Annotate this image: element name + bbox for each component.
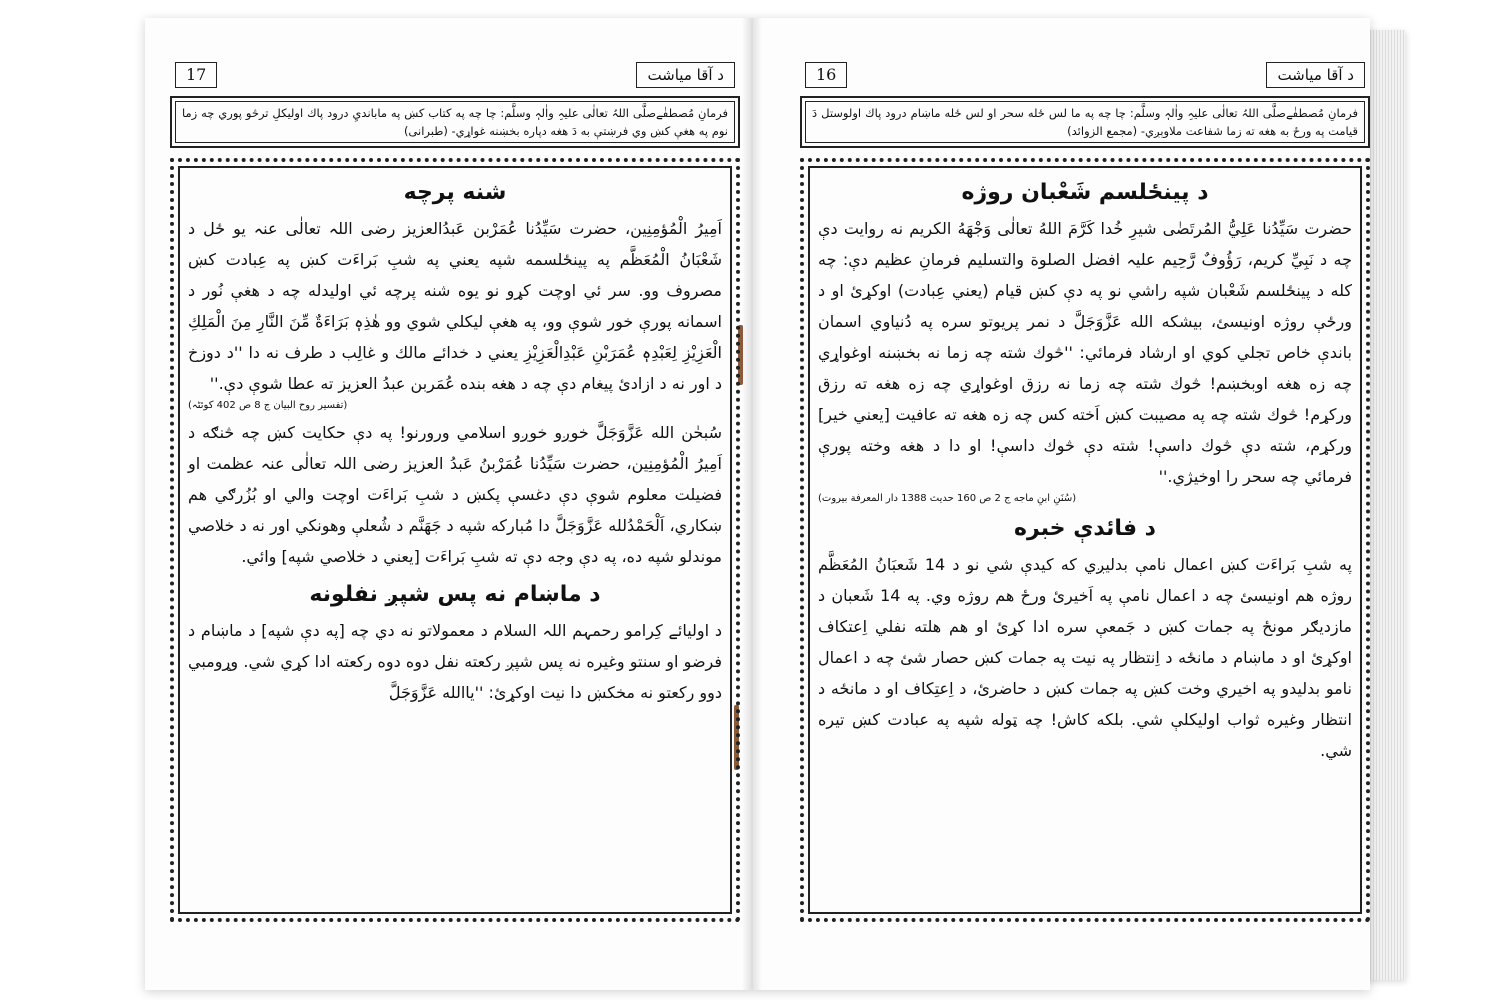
- running-title: د آقا مياشت: [1266, 62, 1365, 88]
- right-page: [800, 60, 1370, 965]
- page-header: [800, 60, 1370, 90]
- body-paragraph: اَمِيرُ الْمُؤمِنِين، حضرت سَيِّدُنا عُمَرْبن عَبدُالعزيز رضی اللہ تعالٰی عنہ يو ځل د شَعْبَانُ الْمُعَظَّم په پينځلسمه شپه يعني په شبِ بَراءَت كښ په عِبادت كښ مصروف وو. سر ئي اوچت كړو نو يوه شنه پرچه ئي اوليدله چه د هغې نُور د اسمانه پورې خور شوې وو، په هغې ليكلي شوي وو هٰذِهٖ بَرَاءَةٌ مِّنَ النَّارِ مِنَ الْمَلِكِ الْعَزِيْزِ لِعَبْدِهٖ عُمَرَبْنِ عَبْدِالْعَزِيْزِ يعني د خدائے مالك و غالِب د طرف نه دا ''د دوزخ د اور نه د ازادئ پيغام دې چه د هغه بنده عُمَربن عبدُ العزيز ته عطا شوې دې.'': [188, 219, 722, 393]
- content-frame: [800, 158, 1370, 922]
- body-paragraph: د اوليائے كِرامو رحمہم اللہ السلام د معمولاتو نه دي چه [په دې شپه] د ماښام د فرضو او سنتو وغيره نه پس شپږ ركعته نفل دوه دوه ركعته ادا كړي شي. وړومبي دوو ركعتو نه مخكښ دا نيت اوكړئ: ''ياالله عَزَّوَجَلَّ: [188, 621, 722, 702]
- header-note-box: [170, 96, 740, 148]
- section-heading: د فائدې خبره: [1014, 516, 1156, 541]
- citation: (سُنَنِ ابنِ ماجه ج 2 ص 160 حديث 1388 دار المعرفة بيروت): [818, 493, 1077, 504]
- page-header: [170, 60, 740, 90]
- left-page: [170, 60, 740, 965]
- header-note: فرمانِ مُصطفٰےصلَّی اللہُ تعالٰی علیہِ واٰلہٖ وسلَّم: چا چه په ما لس ځله سحر او لس ځله ماښام درود پاك اولوستل دَ قيامت په ورځ به هغه ته زما شفاعت ملاوېږي- (مجمع الزوائد): [805, 101, 1365, 143]
- page-edges: [1365, 30, 1405, 980]
- body-paragraph: سُبحٰن الله عَزَّوَجَلَّ خوږو خوږو اسلامي ورورنو! په دې حكايت كښ چه څنګه د اَمِيرُ الْمُؤمِنِين، حضرت سَيِّدُنا عُمَرْبنُ عَبدُ العزيز رضی اللہ تعالٰی عنہ عظمت او فضيلت معلوم شوې دې دغسې پكښ د شبِ بَراءَت اوچت والي او بُزُرګي هم ښكاري، اَلْحَمْدُلله عَزَّوَجَلَّ دا مُباركه شپه د جَهَنَّم د شُعلې وهونكي اور نه د خلاصي موندلو شپه ده، په دې وجه دې ته شبِ بَراءَت [يعني د خلاصي شپه] وائي.: [188, 423, 722, 566]
- section-heading: شنه پرچه: [403, 180, 507, 205]
- header-note: فرمانِ مُصطفٰےصلَّی اللہُ تعالٰی علیہِ واٰلہٖ وسلَّم: چا چه په كتاب كښ په مابانديِ درود پاك اوليكلِ ترڅو پوري چه زما نوم په هغې كښ وي فرښتې به دَ هغه دپاره بخښنه غواړي- (طبرانى): [175, 101, 735, 143]
- citation: (تفسیر روح البیان ج 8 ص 402 کوئٹہ): [188, 400, 348, 411]
- page-number: 17: [175, 62, 217, 88]
- section-heading: د پينځلسم شَعْبان روژه: [961, 180, 1209, 205]
- header-note-box: [800, 96, 1370, 148]
- body-paragraph: حضرت سَيِّدُنا عَلِيُّ المُرتَضٰى شيرِ خُدا كَرَّمَ اللهُ تعالٰی وَجْهَهُ الكريم نه روايت دې چه د نَبِيِّ كريم، رَؤُوفٌ رَّحِيم علیہ افضل الصلوة والتسليم فرمانِ عظيم دې: چه كله د پينځلسم شَعْبان شپه راشي نو په دې كښ قيام (يعني عِبادت) اوكړئ او د ورځې روژه اونيسئ، بيشكه الله عَزَّوَجَلَّ د نمر پريوتو سره په دُنياوي اسمان باندې خاص تجلي كوي او ارشاد فرمائي: ''څوك شته چه زما نه بخښنه اوغواړي چه زه هغه اوبخښم! څوك شته چه زما نه رزق اوغواړي چه زه هغه ته رزق وركړم! څوك شته چه په مصيبت كښ اَخته كس چه زه هغه ته عافيت [يعني خير] وركړم، شته دې څوك داسې! شته دې څوك داسې! او دا د هغه وخته پورې فرمائي چه سحر را اوخيژي.'': [818, 219, 1352, 486]
- section-heading: د ماښام نه پس شپږ نفلونه: [309, 582, 601, 607]
- page-number: 16: [805, 62, 847, 88]
- body-paragraph: په شبِ بَراءَت كښ اعمال نامې بدليږي كه كيدې شي نو د 14 شَعبَانُ المُعَظَّم روژه هم اونيسئ چه د اعمال نامې په اَخيرئ ورځ هم روژه وي. په 14 شَعبان د مازديګر مونځ په جمات كښ د جَمعې سره ادا كړئ او هم هلته نفلي اِعتكاف اوكړئ او د ماښام د مانځه د اِنتظار په نيت په جمات كښ حصار شئ چه د اعمال نامو بدليدو په اخيري وخت كښ په جمات كښ د حاضرئ، د اِعتِكاف او د مانځه د انتظار وغيره ثواب اوليكلې شي. بلكه كاش! چه ټوله شپه په عبادت كښ تيره شي.: [818, 555, 1353, 760]
- book-gutter: [742, 18, 762, 990]
- running-title: د آقا مياشت: [636, 62, 735, 88]
- content-frame: [170, 158, 740, 922]
